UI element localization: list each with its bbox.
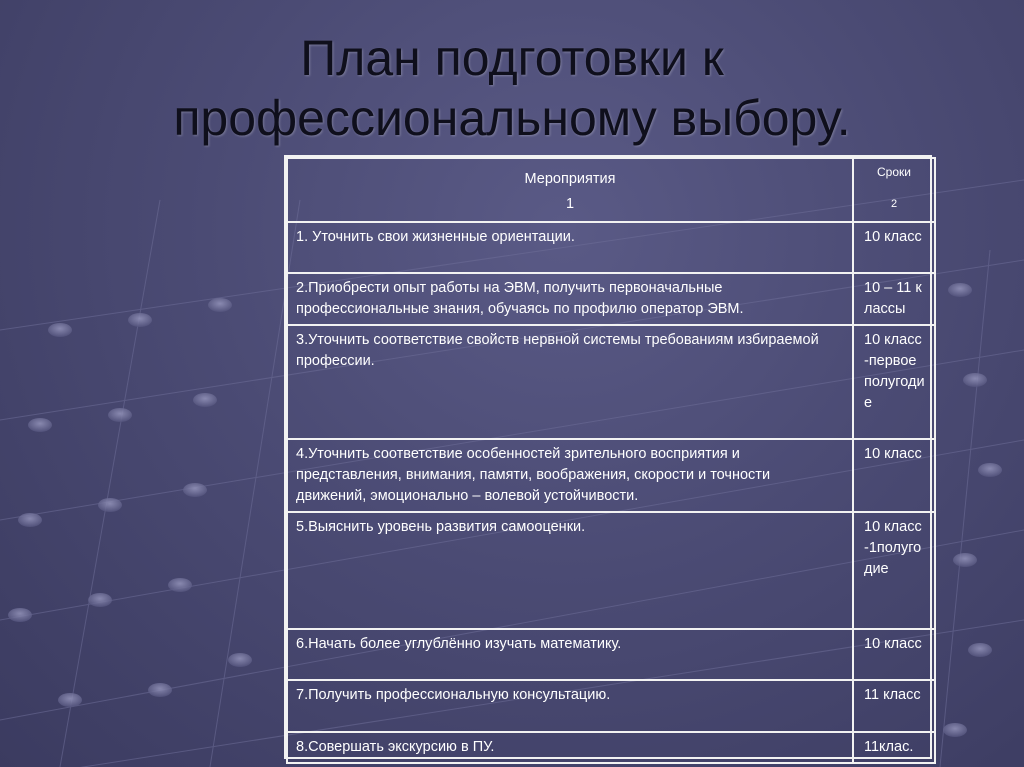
term-cell bbox=[853, 512, 935, 629]
slide-title bbox=[40, 28, 984, 148]
header-terms-number: 2 bbox=[890, 198, 898, 210]
table-row bbox=[287, 439, 935, 512]
event-cell: 1. Уточнить свои жизненные ориентации. bbox=[287, 222, 853, 273]
term-cell bbox=[853, 732, 935, 763]
table-row bbox=[287, 512, 935, 629]
slide-title-line-2: профессиональному выбору. bbox=[173, 90, 851, 146]
plan-table-container bbox=[284, 155, 932, 759]
term-text: 10 класс-1полугодие bbox=[864, 519, 922, 577]
term-text: 10 класс-первое полугодие bbox=[864, 332, 925, 411]
header-terms-label: Сроки bbox=[877, 165, 911, 179]
table-row bbox=[287, 629, 935, 680]
term-text: 10 – 11 классы bbox=[864, 280, 922, 317]
plan-table bbox=[286, 157, 936, 764]
term-text: 11клас. bbox=[864, 739, 914, 755]
header-terms-cell bbox=[853, 158, 935, 222]
event-cell: 6.Начать более углублённо изучать математику. bbox=[287, 629, 853, 680]
term-cell bbox=[853, 325, 935, 439]
term-cell bbox=[853, 629, 935, 680]
table-row bbox=[287, 273, 935, 325]
event-cell: 5.Выяснить уровень развития самооценки. bbox=[287, 512, 853, 629]
term-cell bbox=[853, 273, 935, 325]
table-row bbox=[287, 222, 935, 273]
term-cell bbox=[853, 439, 935, 512]
table-header-row bbox=[287, 158, 935, 222]
term-cell bbox=[853, 222, 935, 273]
term-text: 10 класс bbox=[864, 446, 922, 462]
event-cell: 7.Получить профессиональную консультацию. bbox=[287, 680, 853, 732]
header-events-label: Мероприятия bbox=[524, 171, 616, 187]
event-cell: 2.Приобрести опыт работы на ЭВМ, получить первоначальные профессиональные знания, обучаясь по профилю оператор ЭВМ. bbox=[287, 273, 853, 325]
event-cell: 8.Совершать экскурсию в ПУ. bbox=[287, 732, 853, 763]
term-cell bbox=[853, 680, 935, 732]
table-row bbox=[287, 325, 935, 439]
table-row bbox=[287, 680, 935, 732]
table-row bbox=[287, 732, 935, 763]
header-events-cell bbox=[287, 158, 853, 222]
slide-title-line-1: План подготовки к bbox=[300, 30, 724, 86]
event-cell: 3.Уточнить соответствие свойств нервной системы требованиям избираемой профессии. bbox=[287, 325, 853, 439]
event-cell: 4.Уточнить соответствие особенностей зрительного восприятия и представления, внимания, памяти, воображения, скорости и точности движений, эмоционально – волевой устойчивости. bbox=[287, 439, 853, 512]
term-text: 10 класс bbox=[864, 636, 922, 652]
term-text: 10 класс bbox=[864, 229, 922, 245]
header-events-number: 1 bbox=[565, 196, 575, 212]
term-text: 11 класс bbox=[864, 687, 921, 703]
